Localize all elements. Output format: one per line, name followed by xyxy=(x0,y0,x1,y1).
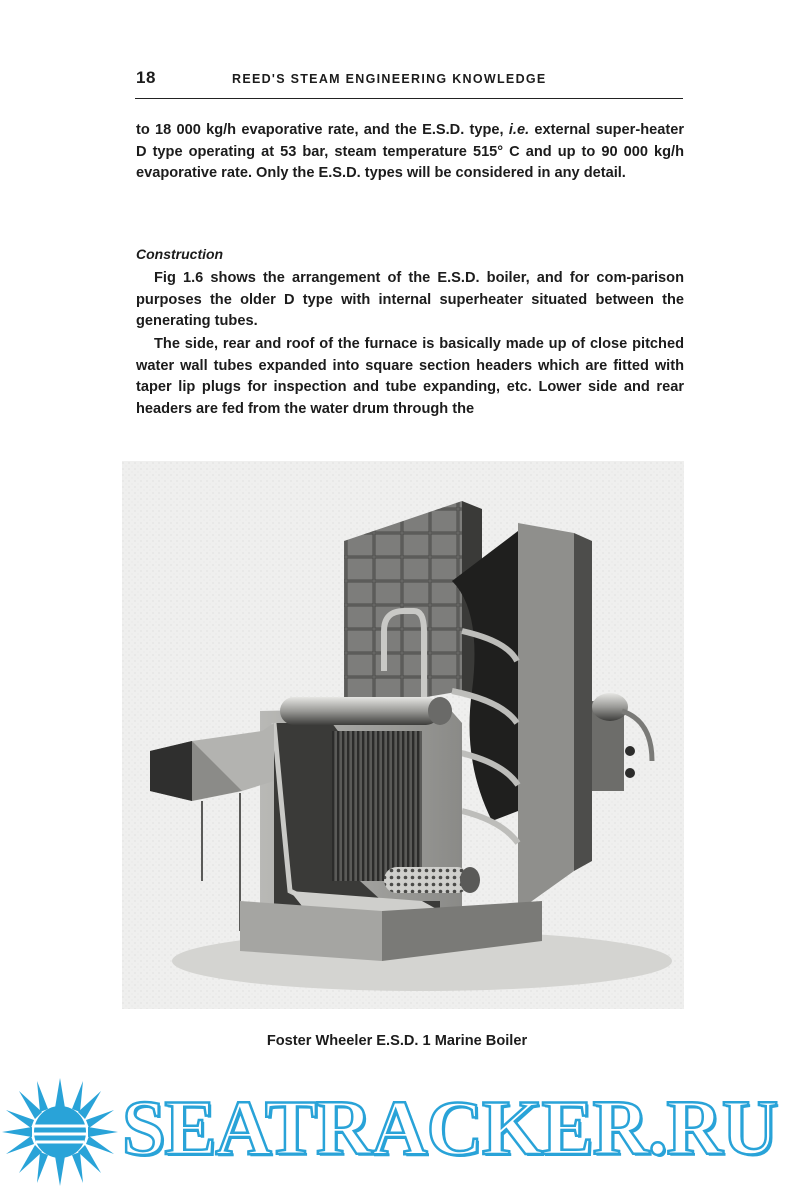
paragraph-1-start: to 18 000 kg/h evaporative rate, and the E.S.D. type, xyxy=(136,122,509,138)
header-rule xyxy=(135,98,683,99)
figure-caption: Foster Wheeler E.S.D. 1 Marine Boiler xyxy=(266,1033,528,1049)
paragraph-2: Fig 1.6 shows the arrangement of the E.S.D. boiler, and for com-parison purposes the older D type with internal superheater situated between the generating tubes. xyxy=(136,270,684,330)
sun-icon xyxy=(0,1074,120,1190)
section-heading: Construction xyxy=(136,246,224,262)
page-number: 18 xyxy=(136,68,156,87)
paragraph-3: The side, rear and roof of the furnace is basically made up of close pitched water wall tubes expanded into square section headers which are fitted with taper lip plugs for inspection and tube expanding, etc. Lower side and rear headers are fed from the water drum through the xyxy=(136,336,684,417)
watermark-text: SEATRACKER.RU xyxy=(122,1084,778,1171)
boiler-illustration xyxy=(122,461,684,1009)
paragraph-1 xyxy=(136,120,684,185)
paragraph-1-italic: i.e. xyxy=(508,122,530,138)
boiler-figure xyxy=(122,461,684,1009)
watermark-logo xyxy=(0,1074,794,1190)
paragraph-1-end: external super-heater D type operating at 53 bar, steam temperature 515° C and up to 90 000 kg/h evaporative rate. Only the E.S.D. types will be considered in any detail. xyxy=(136,122,684,182)
running-title: REED'S STEAM ENGINEERING KNOWLEDGE xyxy=(232,72,547,86)
